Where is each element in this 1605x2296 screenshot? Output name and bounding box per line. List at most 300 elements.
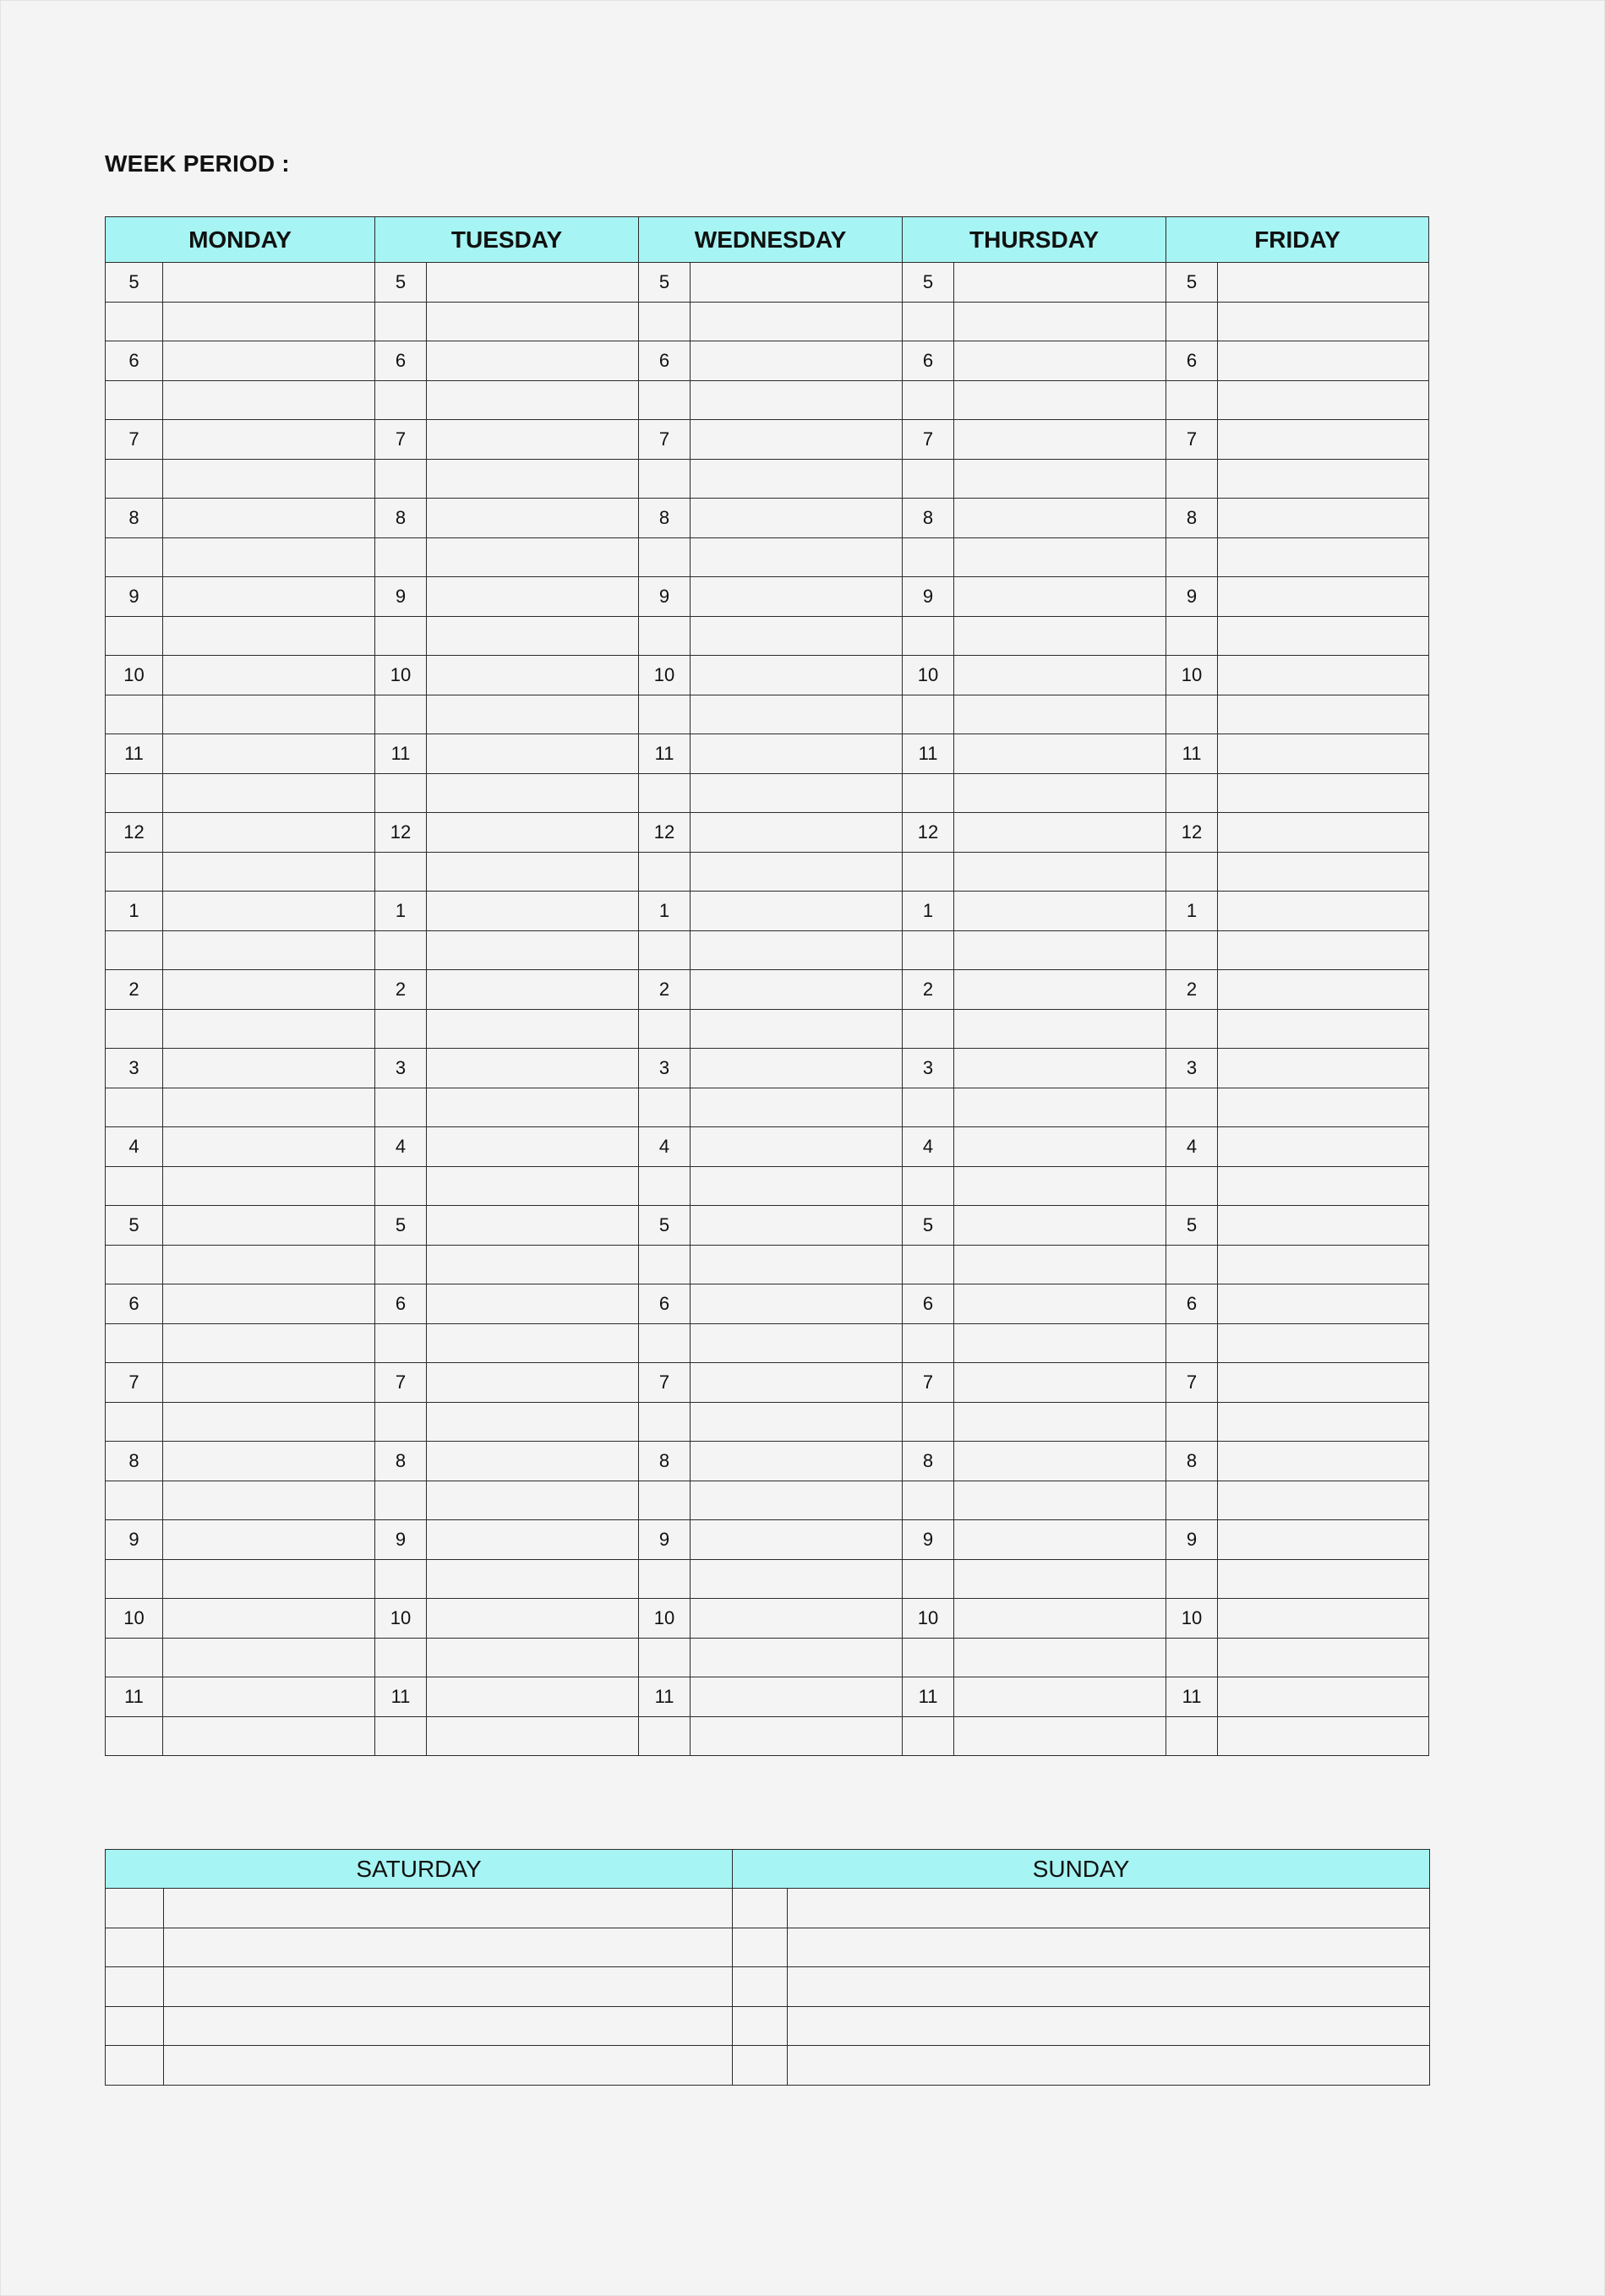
entry-cell[interactable] (163, 1716, 375, 1756)
entry-cell[interactable] (427, 734, 639, 774)
entry-cell[interactable] (954, 1206, 1166, 1246)
entry-cell[interactable] (954, 1520, 1166, 1560)
half-hour-row (106, 773, 1429, 813)
entry-cell[interactable] (691, 499, 903, 538)
hour-row (106, 892, 1429, 931)
hour-cell: 12 (639, 813, 691, 853)
hour-cell: 9 (903, 577, 954, 617)
hour-cell (375, 380, 427, 420)
entry-cell[interactable] (163, 852, 375, 892)
entry-cell[interactable] (1218, 1284, 1429, 1324)
entry-cell[interactable] (954, 459, 1166, 499)
entry-cell[interactable] (427, 1716, 639, 1756)
entry-cell[interactable] (954, 577, 1166, 617)
entry-cell[interactable] (788, 1889, 1430, 1928)
entry-cell[interactable] (427, 1677, 639, 1717)
entry-cell[interactable] (163, 1088, 375, 1127)
entry-cell[interactable] (691, 852, 903, 892)
half-hour-row (106, 537, 1429, 577)
entry-cell[interactable] (691, 892, 903, 931)
entry-cell[interactable] (1218, 616, 1429, 656)
hour-cell: 6 (639, 1284, 691, 1324)
hour-cell (903, 302, 954, 341)
entry-cell[interactable] (954, 695, 1166, 734)
hour-cell (1166, 1716, 1218, 1756)
entry-cell[interactable] (427, 970, 639, 1010)
entry-cell[interactable] (954, 1677, 1166, 1717)
entry-cell[interactable] (164, 1967, 733, 2007)
entry-cell[interactable] (954, 1716, 1166, 1756)
entry-cell[interactable] (1218, 1716, 1429, 1756)
hour-cell (375, 537, 427, 577)
hour-cell (106, 1402, 163, 1442)
hour-cell: 8 (639, 1442, 691, 1481)
entry-cell[interactable] (1218, 734, 1429, 774)
entry-cell[interactable] (954, 1402, 1166, 1442)
entry-cell[interactable] (1218, 1402, 1429, 1442)
hour-cell (639, 1323, 691, 1363)
entry-cell[interactable] (427, 420, 639, 460)
hour-cell: 8 (375, 1442, 427, 1481)
entry-cell[interactable] (954, 1363, 1166, 1403)
entry-cell[interactable] (163, 892, 375, 931)
entry-cell[interactable] (1218, 892, 1429, 931)
hour-cell: 5 (375, 1206, 427, 1246)
entry-cell[interactable] (427, 577, 639, 617)
entry-cell[interactable] (691, 813, 903, 853)
entry-cell[interactable] (163, 380, 375, 420)
entry-cell[interactable] (427, 537, 639, 577)
entry-cell[interactable] (1218, 852, 1429, 892)
entry-cell[interactable] (954, 616, 1166, 656)
entry-cell[interactable] (163, 577, 375, 617)
time-cell[interactable] (106, 1967, 164, 2007)
entry-cell[interactable] (954, 1442, 1166, 1481)
entry-cell[interactable] (163, 537, 375, 577)
hour-cell (639, 773, 691, 813)
hour-cell (639, 852, 691, 892)
hour-cell (639, 1245, 691, 1284)
entry-cell[interactable] (954, 1088, 1166, 1127)
time-cell[interactable] (733, 1889, 788, 1928)
entry-cell[interactable] (691, 695, 903, 734)
entry-cell[interactable] (163, 930, 375, 970)
half-hour-row (106, 1638, 1429, 1677)
entry-cell[interactable] (427, 380, 639, 420)
entry-cell[interactable] (163, 1206, 375, 1246)
entry-cell[interactable] (954, 813, 1166, 853)
entry-cell[interactable] (427, 1559, 639, 1599)
hour-cell: 4 (903, 1127, 954, 1167)
entry-cell[interactable] (691, 577, 903, 617)
hour-cell (639, 1088, 691, 1127)
entry-cell[interactable] (427, 1166, 639, 1206)
entry-cell[interactable] (1218, 1049, 1429, 1088)
entry-cell[interactable] (691, 1677, 903, 1717)
entry-cell[interactable] (163, 1677, 375, 1717)
hour-cell: 8 (639, 499, 691, 538)
entry-cell[interactable] (788, 2006, 1430, 2046)
day-header: WEDNESDAY (639, 217, 903, 263)
entry-cell[interactable] (427, 1599, 639, 1639)
hour-cell: 11 (375, 1677, 427, 1717)
entry-cell[interactable] (691, 1599, 903, 1639)
hour-cell (639, 537, 691, 577)
entry-cell[interactable] (954, 1245, 1166, 1284)
half-hour-row (106, 1323, 1429, 1363)
hour-cell: 5 (903, 263, 954, 303)
entry-cell[interactable] (163, 1245, 375, 1284)
entry-cell[interactable] (163, 616, 375, 656)
entry-cell[interactable] (788, 1967, 1430, 2007)
entry-cell[interactable] (691, 1284, 903, 1324)
entry-cell[interactable] (788, 2046, 1430, 2086)
hour-cell: 5 (1166, 1206, 1218, 1246)
entry-cell[interactable] (691, 773, 903, 813)
hour-cell (639, 459, 691, 499)
entry-cell[interactable] (1218, 380, 1429, 420)
entry-cell[interactable] (691, 1638, 903, 1677)
entry-cell[interactable] (691, 1127, 903, 1167)
entry-cell[interactable] (427, 852, 639, 892)
hour-cell (903, 1402, 954, 1442)
entry-cell[interactable] (691, 420, 903, 460)
entry-cell[interactable] (163, 1166, 375, 1206)
entry-cell[interactable] (954, 892, 1166, 931)
entry-cell[interactable] (427, 1088, 639, 1127)
entry-cell[interactable] (163, 1363, 375, 1403)
entry-cell[interactable] (691, 341, 903, 381)
entry-cell[interactable] (163, 1638, 375, 1677)
hour-cell: 9 (639, 577, 691, 617)
hour-cell (639, 1559, 691, 1599)
time-cell[interactable] (733, 1928, 788, 1967)
hour-cell: 10 (106, 656, 163, 695)
hour-cell: 7 (375, 1363, 427, 1403)
entry-cell[interactable] (164, 1928, 733, 1967)
entry-cell[interactable] (691, 263, 903, 303)
half-hour-row (106, 695, 1429, 734)
entry-cell[interactable] (1218, 1520, 1429, 1560)
entry-cell[interactable] (1218, 1363, 1429, 1403)
entry-cell[interactable] (1218, 930, 1429, 970)
hour-cell: 8 (106, 499, 163, 538)
hour-cell: 9 (375, 1520, 427, 1560)
hour-row (106, 1520, 1429, 1560)
hour-cell: 9 (639, 1520, 691, 1560)
hour-cell (903, 930, 954, 970)
entry-cell[interactable] (1218, 695, 1429, 734)
entry-cell[interactable] (954, 852, 1166, 892)
entry-cell[interactable] (163, 1559, 375, 1599)
entry-cell[interactable] (954, 1166, 1166, 1206)
entry-cell[interactable] (1218, 459, 1429, 499)
entry-cell[interactable] (1218, 1088, 1429, 1127)
entry-cell[interactable] (427, 341, 639, 381)
entry-cell[interactable] (163, 420, 375, 460)
half-hour-row (106, 1088, 1429, 1127)
weekend-row (106, 1889, 1430, 1928)
hour-cell: 1 (639, 892, 691, 931)
hour-cell: 6 (375, 341, 427, 381)
entry-cell[interactable] (691, 1559, 903, 1599)
entry-cell[interactable] (427, 773, 639, 813)
hour-row (106, 577, 1429, 617)
entry-cell[interactable] (1218, 1677, 1429, 1717)
entry-cell[interactable] (954, 1638, 1166, 1677)
entry-cell[interactable] (1218, 420, 1429, 460)
entry-cell[interactable] (954, 380, 1166, 420)
entry-cell[interactable] (427, 1638, 639, 1677)
entry-cell[interactable] (691, 1716, 903, 1756)
hour-cell: 11 (903, 734, 954, 774)
entry-cell[interactable] (427, 1402, 639, 1442)
entry-cell[interactable] (691, 1088, 903, 1127)
entry-cell[interactable] (163, 459, 375, 499)
hour-cell: 11 (375, 734, 427, 774)
hour-cell (903, 773, 954, 813)
day-header: MONDAY (106, 217, 375, 263)
hour-cell: 6 (1166, 341, 1218, 381)
hour-cell: 10 (106, 1599, 163, 1639)
entry-cell[interactable] (163, 695, 375, 734)
entry-cell[interactable] (954, 1599, 1166, 1639)
entry-cell[interactable] (691, 616, 903, 656)
entry-cell[interactable] (954, 1127, 1166, 1167)
entry-cell[interactable] (1218, 1166, 1429, 1206)
entry-cell[interactable] (1218, 302, 1429, 341)
entry-cell[interactable] (954, 1009, 1166, 1049)
half-hour-row (106, 1402, 1429, 1442)
hour-cell (375, 695, 427, 734)
entry-cell[interactable] (427, 1127, 639, 1167)
entry-cell[interactable] (163, 263, 375, 303)
entry-cell[interactable] (163, 1442, 375, 1481)
hour-cell (1166, 380, 1218, 420)
entry-cell[interactable] (954, 499, 1166, 538)
hour-cell: 9 (903, 1520, 954, 1560)
hour-cell (903, 695, 954, 734)
entry-cell[interactable] (691, 302, 903, 341)
entry-cell[interactable] (691, 1481, 903, 1520)
time-cell[interactable] (106, 2006, 164, 2046)
entry-cell[interactable] (954, 773, 1166, 813)
hour-cell (639, 380, 691, 420)
entry-cell[interactable] (427, 616, 639, 656)
half-hour-row (106, 1481, 1429, 1520)
entry-cell[interactable] (1218, 773, 1429, 813)
entry-cell[interactable] (954, 341, 1166, 381)
hour-cell: 10 (375, 1599, 427, 1639)
entry-cell[interactable] (1218, 1481, 1429, 1520)
hour-cell (375, 302, 427, 341)
entry-cell[interactable] (691, 1166, 903, 1206)
hour-cell (903, 1716, 954, 1756)
entry-cell[interactable] (164, 1889, 733, 1928)
entry-cell[interactable] (427, 1206, 639, 1246)
entry-cell[interactable] (427, 1520, 639, 1560)
entry-cell[interactable] (1218, 1599, 1429, 1639)
entry-cell[interactable] (427, 1442, 639, 1481)
hour-cell (1166, 1245, 1218, 1284)
hour-cell (375, 1009, 427, 1049)
weekend-row (106, 2006, 1430, 2046)
entry-cell[interactable] (164, 2046, 733, 2086)
hour-row (106, 970, 1429, 1010)
entry-cell[interactable] (1218, 577, 1429, 617)
hour-row (106, 813, 1429, 853)
entry-cell[interactable] (1218, 1323, 1429, 1363)
entry-cell[interactable] (691, 1049, 903, 1088)
entry-cell[interactable] (427, 459, 639, 499)
entry-cell[interactable] (954, 970, 1166, 1010)
entry-cell[interactable] (954, 656, 1166, 695)
hour-cell: 11 (639, 1677, 691, 1717)
hour-cell: 2 (106, 970, 163, 1010)
hour-cell (903, 616, 954, 656)
entry-cell[interactable] (954, 1323, 1166, 1363)
entry-cell[interactable] (954, 263, 1166, 303)
hour-cell: 5 (903, 1206, 954, 1246)
entry-cell[interactable] (163, 656, 375, 695)
entry-cell[interactable] (954, 420, 1166, 460)
entry-cell[interactable] (163, 734, 375, 774)
entry-cell[interactable] (954, 1481, 1166, 1520)
hour-cell: 9 (1166, 577, 1218, 617)
entry-cell[interactable] (163, 1402, 375, 1442)
entry-cell[interactable] (691, 930, 903, 970)
entry-cell[interactable] (954, 734, 1166, 774)
entry-cell[interactable] (691, 1520, 903, 1560)
entry-cell[interactable] (691, 656, 903, 695)
entry-cell[interactable] (163, 1481, 375, 1520)
entry-cell[interactable] (691, 734, 903, 774)
entry-cell[interactable] (954, 930, 1166, 970)
half-hour-row (106, 1559, 1429, 1599)
entry-cell[interactable] (1218, 813, 1429, 853)
entry-cell[interactable] (427, 1323, 639, 1363)
entry-cell[interactable] (163, 302, 375, 341)
entry-cell[interactable] (1218, 1127, 1429, 1167)
entry-cell[interactable] (691, 1009, 903, 1049)
entry-cell[interactable] (427, 930, 639, 970)
entry-cell[interactable] (954, 537, 1166, 577)
hour-cell: 10 (1166, 1599, 1218, 1639)
hour-cell: 5 (106, 1206, 163, 1246)
time-cell[interactable] (733, 1967, 788, 2007)
entry-cell[interactable] (427, 1481, 639, 1520)
entry-cell[interactable] (163, 1127, 375, 1167)
hour-cell: 7 (1166, 420, 1218, 460)
hour-cell (106, 1323, 163, 1363)
entry-cell[interactable] (427, 695, 639, 734)
entry-cell[interactable] (1218, 1245, 1429, 1284)
entry-cell[interactable] (1218, 1206, 1429, 1246)
entry-cell[interactable] (163, 773, 375, 813)
hour-cell: 9 (106, 577, 163, 617)
hour-cell (639, 1166, 691, 1206)
hour-cell (639, 1402, 691, 1442)
entry-cell[interactable] (427, 302, 639, 341)
entry-cell[interactable] (163, 1599, 375, 1639)
time-cell[interactable] (733, 2046, 788, 2086)
entry-cell[interactable] (427, 1009, 639, 1049)
entry-cell[interactable] (163, 341, 375, 381)
entry-cell[interactable] (691, 1363, 903, 1403)
hour-cell (903, 1009, 954, 1049)
entry-cell[interactable] (691, 970, 903, 1010)
entry-cell[interactable] (691, 1323, 903, 1363)
entry-cell[interactable] (691, 537, 903, 577)
entry-cell[interactable] (1218, 537, 1429, 577)
entry-cell[interactable] (954, 1559, 1166, 1599)
entry-cell[interactable] (1218, 656, 1429, 695)
entry-cell[interactable] (427, 1363, 639, 1403)
entry-cell[interactable] (427, 499, 639, 538)
entry-cell[interactable] (1218, 341, 1429, 381)
hour-cell: 7 (106, 1363, 163, 1403)
entry-cell[interactable] (1218, 970, 1429, 1010)
entry-cell[interactable] (427, 1284, 639, 1324)
entry-cell[interactable] (691, 1245, 903, 1284)
entry-cell[interactable] (691, 1206, 903, 1246)
entry-cell[interactable] (954, 302, 1166, 341)
entry-cell[interactable] (954, 1284, 1166, 1324)
hour-cell (903, 459, 954, 499)
entry-cell[interactable] (427, 813, 639, 853)
entry-cell[interactable] (427, 656, 639, 695)
entry-cell[interactable] (163, 813, 375, 853)
hour-cell: 2 (639, 970, 691, 1010)
entry-cell[interactable] (163, 970, 375, 1010)
entry-cell[interactable] (1218, 1442, 1429, 1481)
entry-cell[interactable] (1218, 1559, 1429, 1599)
entry-cell[interactable] (691, 380, 903, 420)
hour-cell: 11 (639, 734, 691, 774)
entry-cell[interactable] (163, 1284, 375, 1324)
entry-cell[interactable] (691, 459, 903, 499)
entry-cell[interactable] (163, 1520, 375, 1560)
entry-cell[interactable] (1218, 499, 1429, 538)
entry-cell[interactable] (427, 1049, 639, 1088)
entry-cell[interactable] (1218, 263, 1429, 303)
time-cell[interactable] (106, 2046, 164, 2086)
hour-cell: 9 (1166, 1520, 1218, 1560)
entry-cell[interactable] (163, 1009, 375, 1049)
half-hour-row (106, 302, 1429, 341)
entry-cell[interactable] (427, 892, 639, 931)
entry-cell[interactable] (954, 1049, 1166, 1088)
hour-cell: 5 (1166, 263, 1218, 303)
entry-cell[interactable] (164, 2006, 733, 2046)
entry-cell[interactable] (788, 1928, 1430, 1967)
time-cell[interactable] (106, 1889, 164, 1928)
entry-cell[interactable] (163, 1049, 375, 1088)
entry-cell[interactable] (691, 1402, 903, 1442)
entry-cell[interactable] (163, 1323, 375, 1363)
time-cell[interactable] (106, 1928, 164, 1967)
entry-cell[interactable] (427, 1245, 639, 1284)
hour-cell: 4 (639, 1127, 691, 1167)
entry-cell[interactable] (1218, 1009, 1429, 1049)
time-cell[interactable] (733, 2006, 788, 2046)
hour-cell (1166, 537, 1218, 577)
entry-cell[interactable] (1218, 1638, 1429, 1677)
entry-cell[interactable] (163, 499, 375, 538)
entry-cell[interactable] (427, 263, 639, 303)
hour-cell: 2 (1166, 970, 1218, 1010)
entry-cell[interactable] (691, 1442, 903, 1481)
